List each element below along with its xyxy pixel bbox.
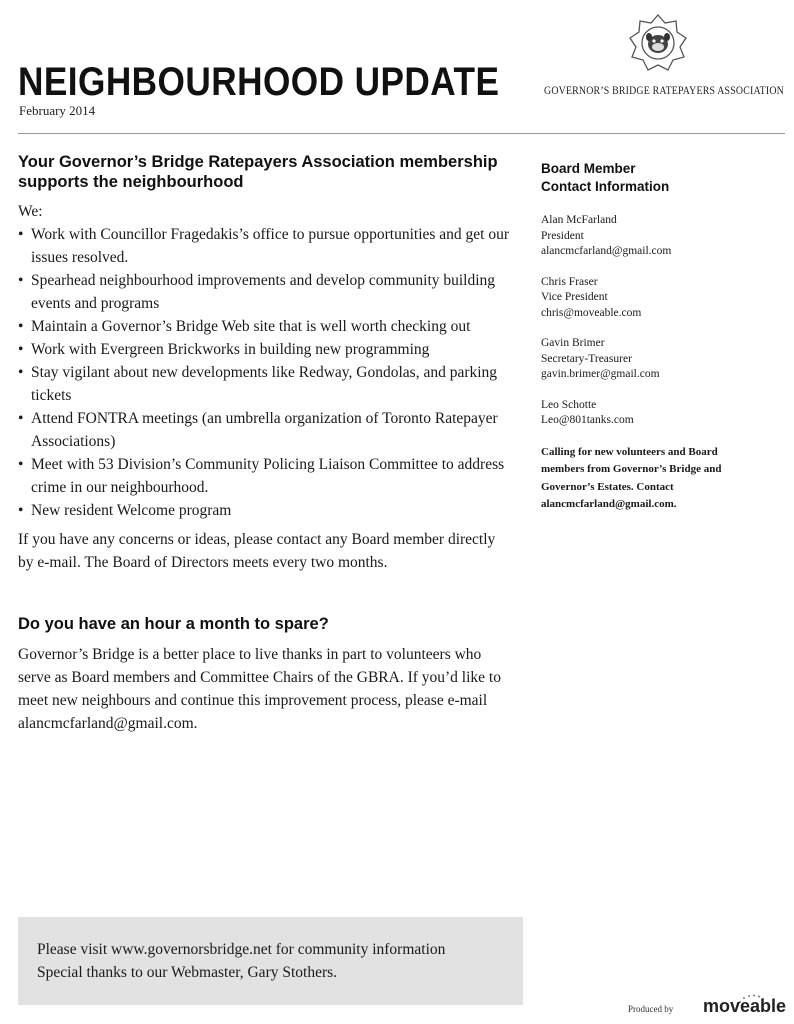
produced-by-label: Produced by — [628, 1004, 674, 1014]
list-item: • Work with Councillor Fragedakis’s office to pursue opportunities and get our issues resolved. — [18, 223, 513, 269]
contact-email[interactable]: gavin.brimer@gmail.com — [541, 368, 660, 380]
sidebar-heading-line1: Board Member — [541, 161, 636, 176]
volunteer-heading: Do you have an hour a month to spare? — [18, 615, 329, 633]
sidebar-heading-line2: Contact Information — [541, 179, 670, 194]
issue-date: February 2014 — [19, 103, 96, 118]
contact-email[interactable]: alancmcfarland@gmail.com — [541, 245, 672, 257]
contact-email[interactable]: chris@moveable.com — [541, 306, 642, 319]
sidebar-heading — [541, 160, 781, 196]
footer-text — [37, 938, 445, 984]
page-title: NEIGHBOURHOOD UPDATE — [18, 60, 500, 104]
list-item: • Stay vigilant about new developments like Redway, Gondolas, and parking tickets — [18, 361, 513, 407]
contact-name: Chris Fraser — [541, 275, 598, 288]
contact-card — [541, 336, 781, 383]
list-item: • Attend FONTRA meetings (an umbrella organization of Toronto Ratepayer Associations) — [18, 407, 513, 453]
list-item: • Spearhead neighbourhood improvements and develop community building events and programs — [18, 269, 513, 315]
volunteer-callout: Calling for new volunteers and Board members from Governor’s Bridge and Governor’s Estates. Contact alancmcfarland@gmail.com. — [541, 445, 722, 510]
contact-card — [541, 213, 781, 260]
main-column — [18, 152, 513, 735]
contact-card — [541, 398, 781, 429]
list-item: • New resident Welcome program — [18, 499, 513, 522]
membership-heading: Your Governor’s Bridge Ratepayers Association membership supports the neighbourhood — [18, 153, 498, 191]
list-item: • Meet with 53 Division’s Community Policing Liaison Committee to address crime in our neighbourhood. — [18, 453, 513, 499]
rosette-dog-emblem-icon — [627, 13, 689, 75]
footer-website-line: Please visit www.governorsbridge.net for community information — [37, 941, 446, 958]
footer-thanks-line: Special thanks to our Webmaster, Gary Stothers. — [37, 964, 338, 981]
activity-list — [18, 223, 513, 522]
list-item: • Work with Evergreen Brickworks in building new programming — [18, 338, 513, 361]
contact-role: Vice President — [541, 291, 608, 303]
contact-name: Leo Schotte — [541, 398, 597, 411]
header-divider — [18, 133, 785, 134]
brand-logo: moveable — [703, 996, 787, 1016]
footer-box — [18, 917, 523, 1005]
volunteer-paragraph: Governor’s Bridge is a better place to live thanks in part to volunteers who serve as Board members and Committee Chairs of the GBRA. If you’d like to meet new neighbours and continue this improvement process, please e-mail alancmcfarland@gmail.com. — [18, 646, 501, 732]
organization-name: GOVERNOR’S BRIDGE RATEPAYERS ASSOCIATION — [544, 85, 784, 97]
contact-email[interactable]: Leo@801tanks.com — [541, 414, 634, 426]
sidebar — [541, 160, 781, 514]
contact-name: Alan McFarland — [541, 214, 617, 226]
intro-text: We: — [18, 203, 43, 220]
contact-card — [541, 275, 781, 322]
contact-role: Secretary-Treasurer — [541, 352, 632, 365]
list-item: • Maintain a Governor’s Bridge Web site that is well worth checking out — [18, 315, 513, 338]
contact-paragraph: If you have any concerns or ideas, please contact any Board member directly by e-mail. The Board of Directors meets every two months. — [18, 531, 496, 571]
contact-name: Gavin Brimer — [541, 337, 605, 349]
contact-role: President — [541, 229, 584, 242]
